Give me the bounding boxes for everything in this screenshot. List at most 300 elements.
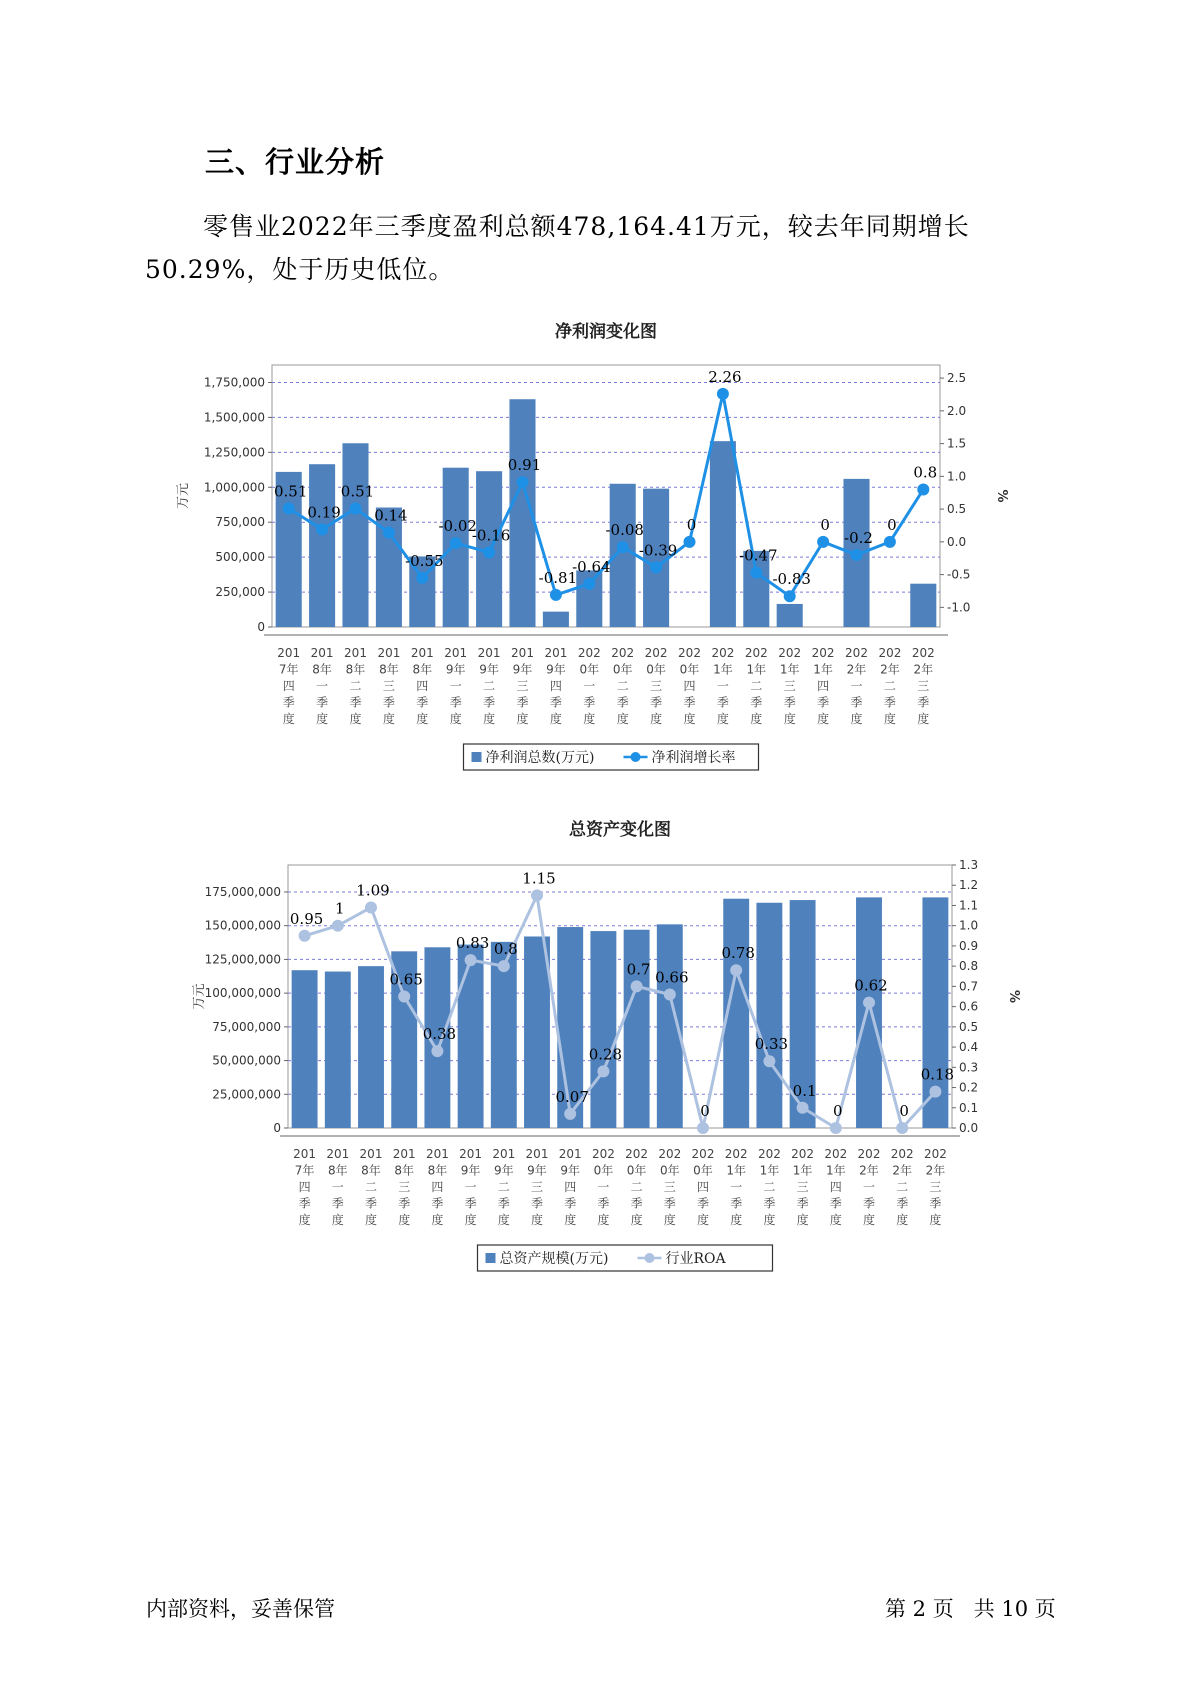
- y-tick-label-right: 0.1: [959, 1100, 979, 1115]
- x-tick-label-part: 9年: [445, 662, 466, 677]
- x-tick-label-part: 度: [497, 1213, 510, 1227]
- x-tick-label-part: 一: [316, 679, 329, 693]
- x-tick-label-part: 202: [711, 646, 735, 660]
- data-label: 0.66: [655, 968, 689, 987]
- x-tick-label-part: 季: [516, 695, 529, 710]
- y-tick-label-left: 50,000,000: [212, 1053, 281, 1068]
- x-tick-label: [544, 646, 567, 726]
- x-tick-label-part: 季: [630, 1196, 643, 1211]
- data-label: 0.51: [273, 482, 308, 501]
- bar: [710, 441, 736, 627]
- x-tick-label-part: 季: [564, 1196, 577, 1211]
- x-tick-label-part: 季: [829, 1196, 842, 1211]
- line-point: [583, 578, 595, 590]
- footer-page-number: 第 2 页 共 10 页: [885, 1597, 1056, 1621]
- bar: [543, 612, 569, 627]
- x-tick-label-part: 201: [410, 646, 434, 660]
- data-label: 0.19: [307, 503, 341, 522]
- x-tick-label-part: 季: [449, 695, 462, 710]
- y-tick-label-left: 75,000,000: [212, 1019, 281, 1034]
- x-tick-label-part: 度: [483, 712, 496, 726]
- x-tick-label: [526, 1147, 549, 1227]
- x-tick-label: [578, 646, 601, 726]
- x-tick-label-part: 202: [890, 1147, 914, 1161]
- bar: [342, 443, 368, 627]
- x-tick-label-part: 201: [492, 1147, 516, 1161]
- data-label: 0.33: [754, 1035, 789, 1054]
- y-tick-label-left: 25,000,000: [212, 1087, 281, 1102]
- x-tick-label-part: 度: [796, 1213, 809, 1227]
- y-tick-label-right: 2.5: [947, 371, 967, 386]
- x-tick-label-part: 季: [597, 1196, 610, 1211]
- data-label: -0.02: [438, 517, 477, 536]
- y-tick-label-left: 1,000,000: [203, 480, 265, 495]
- line-point: [431, 1045, 443, 1057]
- x-tick-label-part: 四: [282, 679, 295, 693]
- line-point: [817, 536, 829, 548]
- x-tick-label-part: 三: [917, 679, 930, 693]
- data-label: -0.47: [739, 546, 778, 565]
- x-tick-label: [891, 1147, 914, 1227]
- y-tick-label-right: 0.4: [959, 1040, 979, 1055]
- x-tick-label-part: 季: [398, 1196, 411, 1211]
- x-tick-label: [592, 1147, 615, 1227]
- line-point: [884, 536, 896, 548]
- data-label: -0.64: [572, 557, 611, 576]
- x-tick-label-part: 度: [464, 1213, 477, 1227]
- x-tick-label-part: 四: [431, 1180, 444, 1194]
- x-tick-label-part: 季: [382, 695, 395, 710]
- x-tick-label-part: 度: [716, 712, 729, 726]
- x-tick-label-part: 季: [282, 695, 295, 710]
- x-tick-label-part: 二: [883, 679, 896, 693]
- data-label: 1.09: [356, 881, 390, 900]
- x-tick-label-part: 度: [929, 1213, 942, 1227]
- line-point: [597, 1065, 609, 1077]
- line-point: [650, 561, 662, 573]
- y-tick-label-right: 0.0: [959, 1121, 979, 1135]
- x-tick-label-part: 三: [650, 679, 663, 693]
- x-tick-label-part: 度: [416, 712, 429, 726]
- x-tick-label-part: 度: [817, 712, 830, 726]
- x-tick-label-part: 202: [824, 1147, 848, 1161]
- y-tick-label-left: 750,000: [215, 515, 265, 530]
- x-tick-label: [360, 1147, 383, 1227]
- x-tick-label-part: 0年: [679, 662, 700, 677]
- x-tick-label: [393, 1147, 416, 1227]
- data-label: 0.95: [289, 909, 324, 928]
- x-tick-label-part: 二: [896, 1180, 909, 1194]
- x-tick-label-part: 9年: [560, 1163, 581, 1178]
- x-tick-label-part: 度: [398, 1213, 411, 1227]
- x-tick-label-part: 一: [331, 1180, 344, 1194]
- line-point: [730, 964, 742, 976]
- x-tick-label-part: 8年: [345, 662, 366, 677]
- chart-title: 净利润变化图: [555, 322, 657, 342]
- line-point: [416, 572, 428, 584]
- x-tick-label-part: 202: [644, 646, 668, 660]
- y-tick-label-right: -0.5: [947, 567, 971, 582]
- x-tick-label-part: 202: [625, 1147, 649, 1161]
- y-axis-label-left: 万元: [176, 482, 191, 510]
- x-tick-label-part: 度: [917, 712, 930, 726]
- x-tick-label-part: 202: [591, 1147, 615, 1161]
- bar: [777, 604, 803, 627]
- x-tick-label-part: 度: [829, 1213, 842, 1227]
- x-tick-label-part: 202: [724, 1147, 748, 1161]
- section-heading: 三、行业分析: [205, 145, 386, 179]
- x-tick-label: [645, 646, 668, 726]
- data-label: 0.07: [555, 1087, 589, 1106]
- x-tick-label-part: 0年: [693, 1163, 713, 1178]
- x-tick-label-part: 201: [392, 1147, 416, 1161]
- x-tick-label-part: 度: [597, 1213, 610, 1227]
- y-tick-label-left: 1,750,000: [203, 375, 265, 390]
- x-tick-label-part: 1年: [825, 1163, 846, 1178]
- y-tick-label-right: 0.3: [959, 1060, 979, 1075]
- x-tick-label-part: 季: [763, 1196, 776, 1211]
- x-tick-label-part: 季: [796, 1196, 809, 1211]
- x-tick-label: [658, 1147, 681, 1227]
- legend-line-marker: [631, 752, 641, 762]
- x-tick-label-part: 季: [316, 695, 329, 710]
- x-tick-label-part: 二: [750, 679, 763, 693]
- data-label: 0: [820, 515, 830, 534]
- line-point: [863, 997, 875, 1009]
- x-tick-label-part: 二: [364, 1180, 378, 1194]
- x-tick-label-part: 一: [597, 1180, 610, 1194]
- y-tick-label-right: 0.5: [959, 1019, 979, 1034]
- x-tick-label-part: 度: [630, 1213, 643, 1227]
- x-tick-label-part: 1年: [713, 662, 733, 677]
- x-tick-label-part: 度: [583, 712, 596, 726]
- data-label: 1.15: [522, 869, 556, 888]
- x-tick-label-part: 季: [883, 695, 896, 710]
- x-tick-label-part: 202: [658, 1147, 682, 1161]
- x-tick-label-part: 7年: [278, 662, 299, 677]
- x-tick-label-part: 度: [516, 712, 529, 726]
- net-profit-chart: [0, 315, 1191, 775]
- x-tick-label-part: 三: [929, 1180, 942, 1194]
- x-tick-label-part: 三: [516, 679, 529, 693]
- data-label: 0.14: [374, 506, 408, 525]
- x-tick-label-part: 度: [331, 1213, 344, 1227]
- x-tick-label: [711, 646, 734, 726]
- x-tick-label-part: 季: [497, 1196, 510, 1211]
- data-label: 1: [335, 899, 345, 918]
- line-point: [465, 954, 477, 966]
- x-tick-label-part: 度: [896, 1213, 909, 1227]
- y-tick-label-right: 1.0: [947, 469, 967, 484]
- line-point: [896, 1122, 908, 1134]
- x-tick-label-part: 201: [544, 646, 568, 660]
- x-tick-label: [559, 1147, 582, 1227]
- x-tick-label-part: 201: [277, 646, 301, 660]
- legend-line-label: 行业ROA: [665, 1251, 726, 1267]
- line-point: [797, 1102, 809, 1114]
- x-tick-label-part: 一: [716, 679, 729, 693]
- x-tick-label-part: 四: [564, 1180, 577, 1194]
- x-tick-label: [878, 646, 901, 726]
- x-tick-label-part: 8年: [412, 662, 433, 677]
- x-tick-label-part: 度: [282, 712, 295, 726]
- data-label: 0.51: [340, 482, 375, 501]
- legend-line-marker: [645, 1253, 655, 1263]
- data-label: -0.83: [772, 570, 811, 589]
- x-tick-label-part: 度: [382, 712, 395, 726]
- x-tick-label-part: 度: [316, 712, 329, 726]
- x-tick-label: [377, 646, 400, 726]
- data-label: -0.2: [844, 528, 873, 547]
- data-label: 0: [833, 1102, 843, 1120]
- x-tick-label-part: 四: [696, 1180, 710, 1194]
- y-tick-label-right: 1.2: [959, 878, 979, 893]
- line-point: [631, 980, 643, 992]
- line-point: [483, 546, 495, 558]
- y-tick-label-right: 0.8: [959, 959, 979, 974]
- x-tick-label-part: 四: [829, 1180, 842, 1194]
- x-tick-label-part: 季: [364, 1196, 378, 1211]
- x-tick-label-part: 季: [896, 1196, 909, 1211]
- data-label: 0: [686, 515, 697, 534]
- x-tick-label-part: 202: [791, 1147, 815, 1161]
- bar: [358, 966, 384, 1128]
- y-tick-label-left: 0: [273, 1121, 281, 1135]
- analysis-paragraph: 零售业2022年三季度盈利总额478,164.41万元，较去年同期增长50.29%，处于历史低位。: [145, 212, 970, 284]
- x-tick-label-part: 202: [857, 1147, 881, 1161]
- x-tick-label-part: 一: [464, 1180, 477, 1194]
- legend-line-label: 净利润增长率: [651, 750, 736, 766]
- x-tick-label-part: 四: [549, 679, 562, 693]
- line-point: [929, 1086, 941, 1098]
- bar: [590, 931, 616, 1128]
- net-profit-chart-svg: [0, 315, 1191, 775]
- line-point: [564, 1108, 576, 1120]
- x-tick-label-part: 二: [497, 1180, 510, 1194]
- x-tick-label: [293, 1147, 316, 1227]
- x-tick-label-part: 二: [349, 679, 362, 693]
- y-tick-label-left: 1,250,000: [203, 445, 265, 460]
- y-tick-label-right: 0.5: [947, 502, 967, 517]
- plot-area: [288, 865, 955, 1128]
- x-tick-label-part: 9年: [527, 1163, 547, 1178]
- x-tick-label-part: 季: [483, 695, 496, 710]
- y-tick-label-left: 250,000: [215, 585, 265, 600]
- x-tick-label: [758, 1147, 781, 1227]
- x-tick-label: [411, 646, 434, 726]
- x-tick-label-part: 二: [616, 679, 629, 693]
- x-tick-label-part: 2年: [913, 662, 934, 677]
- x-tick-label-part: 202: [678, 646, 701, 660]
- line-point: [283, 502, 295, 514]
- x-tick-label: [344, 646, 367, 726]
- x-tick-label-part: 202: [923, 1147, 947, 1161]
- x-tick-label-part: 四: [683, 679, 696, 693]
- y-tick-label-right: 0.9: [959, 938, 979, 953]
- x-tick-label-part: 202: [691, 1147, 715, 1161]
- y-axis-label-right: %: [1006, 989, 1021, 1004]
- x-tick-label: [912, 646, 935, 726]
- x-tick-label: [492, 1147, 515, 1227]
- x-tick-label: [824, 1147, 847, 1227]
- x-tick-label-part: 8年: [327, 1163, 348, 1178]
- x-tick-label-part: 度: [449, 712, 462, 726]
- x-tick-label-part: 季: [616, 695, 629, 710]
- x-tick-label-part: 季: [530, 1196, 544, 1211]
- x-tick-label-part: 度: [883, 712, 896, 726]
- line-point: [684, 536, 696, 548]
- x-tick-label-part: 0年: [626, 1163, 647, 1178]
- data-label: 0.1: [792, 1081, 817, 1100]
- y-tick-label-right: 0.0: [947, 534, 967, 549]
- y-tick-label-right: 1.3: [959, 858, 979, 872]
- x-tick-label-part: 一: [449, 679, 462, 693]
- x-tick-label-part: 9年: [493, 1163, 514, 1178]
- x-tick-label-part: 201: [511, 646, 534, 660]
- x-tick-label-part: 一: [730, 1180, 743, 1194]
- x-tick-label-part: 度: [298, 1213, 311, 1227]
- x-tick-label-part: 1年: [779, 662, 800, 677]
- x-tick-label: [426, 1147, 449, 1227]
- x-tick-label-part: 度: [616, 712, 629, 726]
- bar: [292, 970, 318, 1128]
- x-tick-label-part: 9年: [479, 662, 499, 677]
- data-label: 2.26: [708, 367, 742, 386]
- line-point: [550, 589, 562, 601]
- data-label: 0: [899, 1102, 909, 1120]
- x-tick-label-part: 201: [558, 1147, 582, 1161]
- x-tick-label-part: 0年: [579, 662, 600, 677]
- data-label: 0.78: [721, 944, 755, 963]
- x-tick-label-part: 1年: [792, 1163, 813, 1178]
- line-point: [365, 901, 377, 913]
- y-tick-label-left: 150,000,000: [204, 918, 281, 933]
- line-point: [498, 960, 510, 972]
- x-tick-label-part: 201: [344, 646, 367, 660]
- line-point: [830, 1122, 842, 1134]
- x-tick-label-part: 二: [763, 1180, 776, 1194]
- line-point: [383, 527, 395, 539]
- footer-confidential: 内部资料，妥善保管: [146, 1597, 335, 1621]
- x-tick-label-part: 9年: [546, 662, 566, 677]
- x-tick-label: [924, 1147, 947, 1227]
- x-tick-label-part: 2年: [892, 1163, 913, 1178]
- x-tick-label-part: 201: [326, 1147, 350, 1161]
- x-tick-label-part: 201: [377, 646, 401, 660]
- x-tick-label-part: 8年: [394, 1163, 415, 1178]
- x-tick-label-part: 201: [293, 1147, 317, 1161]
- x-tick-label-part: 度: [349, 712, 362, 726]
- chart-title: 总资产变化图: [569, 820, 671, 840]
- y-axis-label-right: %: [994, 489, 1009, 503]
- x-tick-label-part: 季: [917, 695, 930, 710]
- x-tick-label-part: 度: [431, 1213, 444, 1227]
- x-tick-label-part: 度: [862, 1213, 876, 1227]
- x-tick-label-part: 1年: [746, 662, 767, 677]
- x-tick-label-part: 二: [483, 679, 496, 693]
- x-tick-label-part: 三: [398, 1180, 411, 1194]
- line-point: [332, 920, 344, 932]
- x-tick-label-part: 季: [683, 695, 696, 710]
- x-tick-label-part: 三: [796, 1180, 809, 1194]
- x-tick-label-part: 季: [783, 695, 796, 710]
- y-tick-label-right: -1.0: [947, 600, 971, 615]
- total-assets-chart-svg: [0, 815, 1191, 1275]
- x-tick-label: [511, 646, 534, 726]
- x-tick-label-part: 202: [878, 646, 902, 660]
- total-assets-chart: [0, 815, 1191, 1275]
- x-tick-label: [845, 646, 868, 726]
- x-tick-label-part: 一: [583, 679, 596, 693]
- x-tick-label-part: 季: [850, 695, 863, 710]
- data-label: 0: [700, 1102, 710, 1120]
- line-point: [917, 483, 929, 495]
- line-point: [784, 590, 796, 602]
- x-tick-label-part: 0年: [593, 1163, 614, 1178]
- y-tick-label-right: 2.0: [947, 403, 967, 418]
- x-tick-label: [791, 1147, 814, 1227]
- x-tick-label-part: 8年: [379, 662, 399, 677]
- x-tick-label-part: 季: [929, 1196, 942, 1211]
- data-label: 0.8: [913, 463, 938, 482]
- y-tick-label-right: 0.2: [959, 1080, 979, 1095]
- x-tick-label-part: 季: [750, 695, 763, 710]
- x-tick-label-part: 度: [850, 712, 863, 726]
- y-tick-label-left: 100,000,000: [204, 986, 281, 1001]
- data-label: 0.83: [455, 934, 490, 953]
- bar: [524, 936, 550, 1128]
- line-point: [450, 537, 462, 549]
- x-tick-label: [611, 646, 634, 726]
- x-tick-label-part: 8年: [427, 1163, 448, 1178]
- y-tick-label-right: 1.5: [947, 436, 967, 451]
- data-label: 0.62: [854, 976, 888, 995]
- x-tick-label-part: 季: [650, 695, 663, 710]
- legend-bar-swatch: [486, 1253, 496, 1263]
- x-tick-label-part: 季: [583, 695, 596, 710]
- y-tick-label-right: 1.0: [959, 918, 979, 933]
- y-tick-label-left: 0: [257, 620, 265, 634]
- x-tick-label-part: 季: [431, 1196, 444, 1211]
- x-tick-label-part: 一: [850, 679, 863, 693]
- x-tick-label: [778, 646, 801, 726]
- x-tick-label-part: 1年: [759, 1163, 780, 1178]
- x-tick-label-part: 度: [683, 712, 696, 726]
- x-tick-label: [725, 1147, 748, 1227]
- x-tick-label-part: 201: [425, 1147, 449, 1161]
- data-label: -0.08: [605, 521, 644, 540]
- x-tick-label-part: 三: [783, 679, 796, 693]
- x-tick-label: [478, 646, 501, 726]
- y-tick-label-left: 175,000,000: [204, 884, 281, 899]
- data-label: 0.28: [588, 1045, 623, 1064]
- x-tick-label-part: 1年: [726, 1163, 747, 1178]
- x-tick-label-part: 度: [663, 1213, 676, 1227]
- x-tick-label-part: 季: [298, 1196, 311, 1211]
- line-point: [851, 549, 863, 561]
- x-tick-label-part: 202: [811, 646, 835, 660]
- x-tick-label: [812, 646, 835, 726]
- x-tick-label-part: 0年: [646, 662, 666, 677]
- data-label: 0.8: [493, 940, 518, 959]
- line-point: [763, 1055, 775, 1067]
- data-label: 0: [887, 515, 897, 534]
- data-label: -0.16: [471, 526, 511, 545]
- x-tick-label-part: 四: [298, 1180, 311, 1194]
- x-tick-label-part: 季: [549, 695, 562, 710]
- x-tick-label: [745, 646, 768, 726]
- x-tick-label-part: 7年: [294, 1163, 315, 1178]
